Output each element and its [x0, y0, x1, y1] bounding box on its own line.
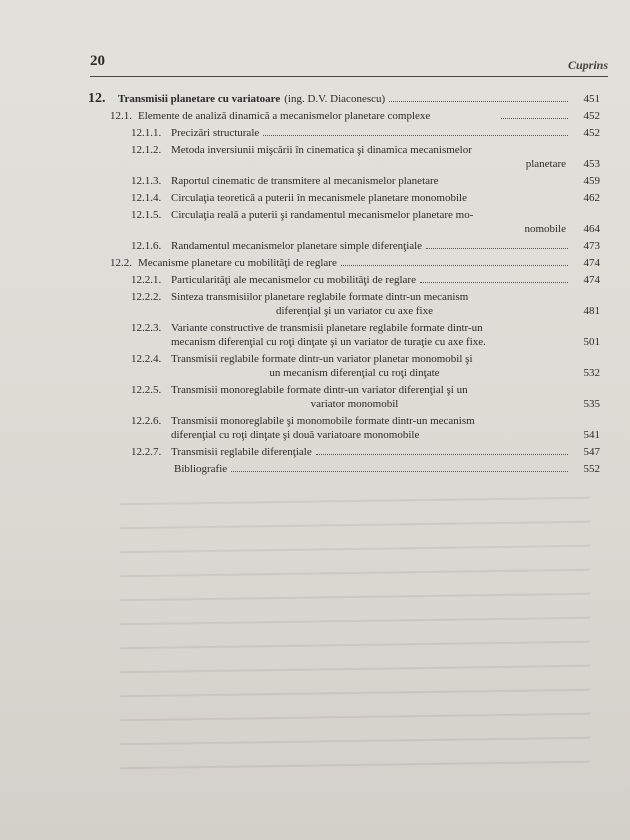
entry-title: Transmisii reglabile diferenţiale [171, 446, 312, 458]
entry-number: 12.2.6. [131, 415, 162, 427]
entry-title-line2: nomobile [524, 223, 566, 235]
toc-entry-12-2-4 [131, 352, 600, 380]
entry-page: 474 [583, 257, 600, 269]
toc-entry-12-1-6 [131, 239, 600, 253]
dot-leader [231, 471, 568, 472]
entry-title-line2: un mecanism diferenţial cu roţi dinţate [269, 367, 440, 379]
entry-page: 474 [583, 274, 600, 286]
entry-number: 12.2.4. [131, 353, 162, 365]
entry-number: 12.2.1. [131, 274, 162, 286]
entry-title-line1: Metoda inversiunii mişcării în cinematica şi dinamica mecanismelor [171, 144, 472, 156]
toc-entry-12-1-4 [131, 191, 600, 205]
toc-chapter-12 [88, 92, 600, 106]
entry-title: Particularităţi ale mecanismelor cu mobilităţi de reglare [171, 274, 416, 286]
entry-page: 459 [583, 175, 600, 187]
entry-title: Elemente de analiză dinamică a mecanismelor planetare complexe [138, 110, 431, 122]
dot-leader [501, 118, 568, 119]
entry-number: 12.2.3. [131, 322, 162, 334]
entry-title-line2: diferenţial şi un variator cu axe fixe [276, 305, 433, 317]
entry-page: 453 [583, 158, 600, 170]
chapter-page: 451 [583, 93, 600, 105]
entry-number: 12.1.5. [131, 209, 162, 221]
bleed-through-texture [120, 500, 590, 820]
dot-leader [420, 282, 568, 283]
entry-number: 12.2.2. [131, 291, 162, 303]
toc-entry-12-1-1 [131, 126, 600, 140]
toc-entry-12-2-3 [131, 321, 600, 349]
entry-title-line2: mecanism diferenţial cu roţi dinţate şi un variator de turaţie cu axe fixe. [171, 336, 486, 348]
entry-number: 12.1.2. [131, 144, 162, 156]
entry-title-line1: Transmisii reglabile formate dintr-un variator planetar monomobil şi [171, 353, 473, 365]
page-number: 20 [90, 53, 105, 69]
entry-page: 541 [583, 429, 600, 441]
chapter-author: (ing. D.V. Diaconescu) [284, 93, 386, 105]
toc-entry-12-2-7 [131, 445, 600, 459]
entry-page: 532 [583, 367, 600, 379]
entry-page: 535 [583, 398, 600, 410]
entry-title-line1: Transmisii monoreglabile şi monomobile formate dintr-un mecanism [171, 415, 475, 427]
entry-title-line1: Circulaţia reală a puterii şi randamentul mecanismelor planetare mo- [171, 209, 474, 221]
entry-title-line1: Sinteza transmisiilor planetare reglabile formate dintr-un mecanism [171, 291, 469, 303]
entry-number: 12.2.5. [131, 384, 162, 396]
entry-page: 462 [583, 192, 600, 204]
entry-title-line2: variator monomobil [310, 398, 399, 410]
entry-number: 12.1. [110, 110, 132, 122]
entry-page: 452 [583, 127, 600, 139]
entry-title: Circulaţia teoretică a puterii în mecanismele planetare monomobile [171, 192, 467, 204]
toc-entry-12-1-5 [131, 208, 600, 236]
page-header [90, 50, 608, 77]
dot-leader [426, 248, 568, 249]
entry-page: 464 [583, 223, 600, 235]
toc-entry-12-1-2 [131, 143, 600, 171]
dot-leader [389, 101, 568, 102]
toc-entry-12-2-1 [131, 273, 600, 287]
entry-title-line1: Variante constructive de transmisii planetare reglabile formate dintr-un [171, 322, 483, 334]
toc-entry-12-1 [110, 109, 600, 123]
running-title: Cuprins [567, 58, 608, 72]
table-of-contents [88, 92, 600, 479]
dot-leader [263, 135, 568, 136]
entry-page: 552 [583, 463, 600, 475]
entry-page: 452 [583, 110, 600, 122]
entry-number: 12.1.3. [131, 175, 162, 187]
dot-leader [341, 265, 568, 266]
toc-entry-12-1-3 [131, 174, 600, 188]
entry-page: 481 [583, 305, 600, 317]
toc-entry-12-2-5 [131, 383, 600, 411]
entry-title: Raportul cinematic de transmitere al mecanismelor planetare [171, 175, 439, 187]
toc-bibliography [174, 462, 600, 476]
entry-title-line1: Transmisii monoreglabile formate dintr-un variator diferenţial şi un [171, 384, 468, 396]
entry-title: Mecanisme planetare cu mobilităţi de reglare [138, 257, 337, 269]
entry-page: 501 [583, 336, 600, 348]
toc-entry-12-2-6 [131, 414, 600, 442]
entry-number: 12.1.6. [131, 240, 162, 252]
entry-number: 12.2.7. [131, 446, 162, 458]
toc-entry-12-2-2 [131, 290, 600, 318]
entry-title: Precizări structurale [171, 127, 260, 139]
entry-title-line2: planetare [525, 158, 566, 170]
entry-title: Randamentul mecanismelor planetare simple diferenţiale [171, 240, 423, 252]
chapter-number: 12. [88, 91, 106, 106]
chapter-title: Transmisii planetare cu variatoare [118, 93, 281, 105]
entry-title: Bibliografie [174, 463, 228, 475]
entry-number: 12.2. [110, 257, 132, 269]
toc-entry-12-2 [110, 256, 600, 270]
entry-number: 12.1.1. [131, 127, 162, 139]
entry-page: 473 [583, 240, 600, 252]
entry-number: 12.1.4. [131, 192, 162, 204]
dot-leader [316, 454, 568, 455]
entry-title-line2: diferenţial cu roţi dinţate şi două variatoare monomobile [171, 429, 420, 441]
entry-page: 547 [583, 446, 600, 458]
